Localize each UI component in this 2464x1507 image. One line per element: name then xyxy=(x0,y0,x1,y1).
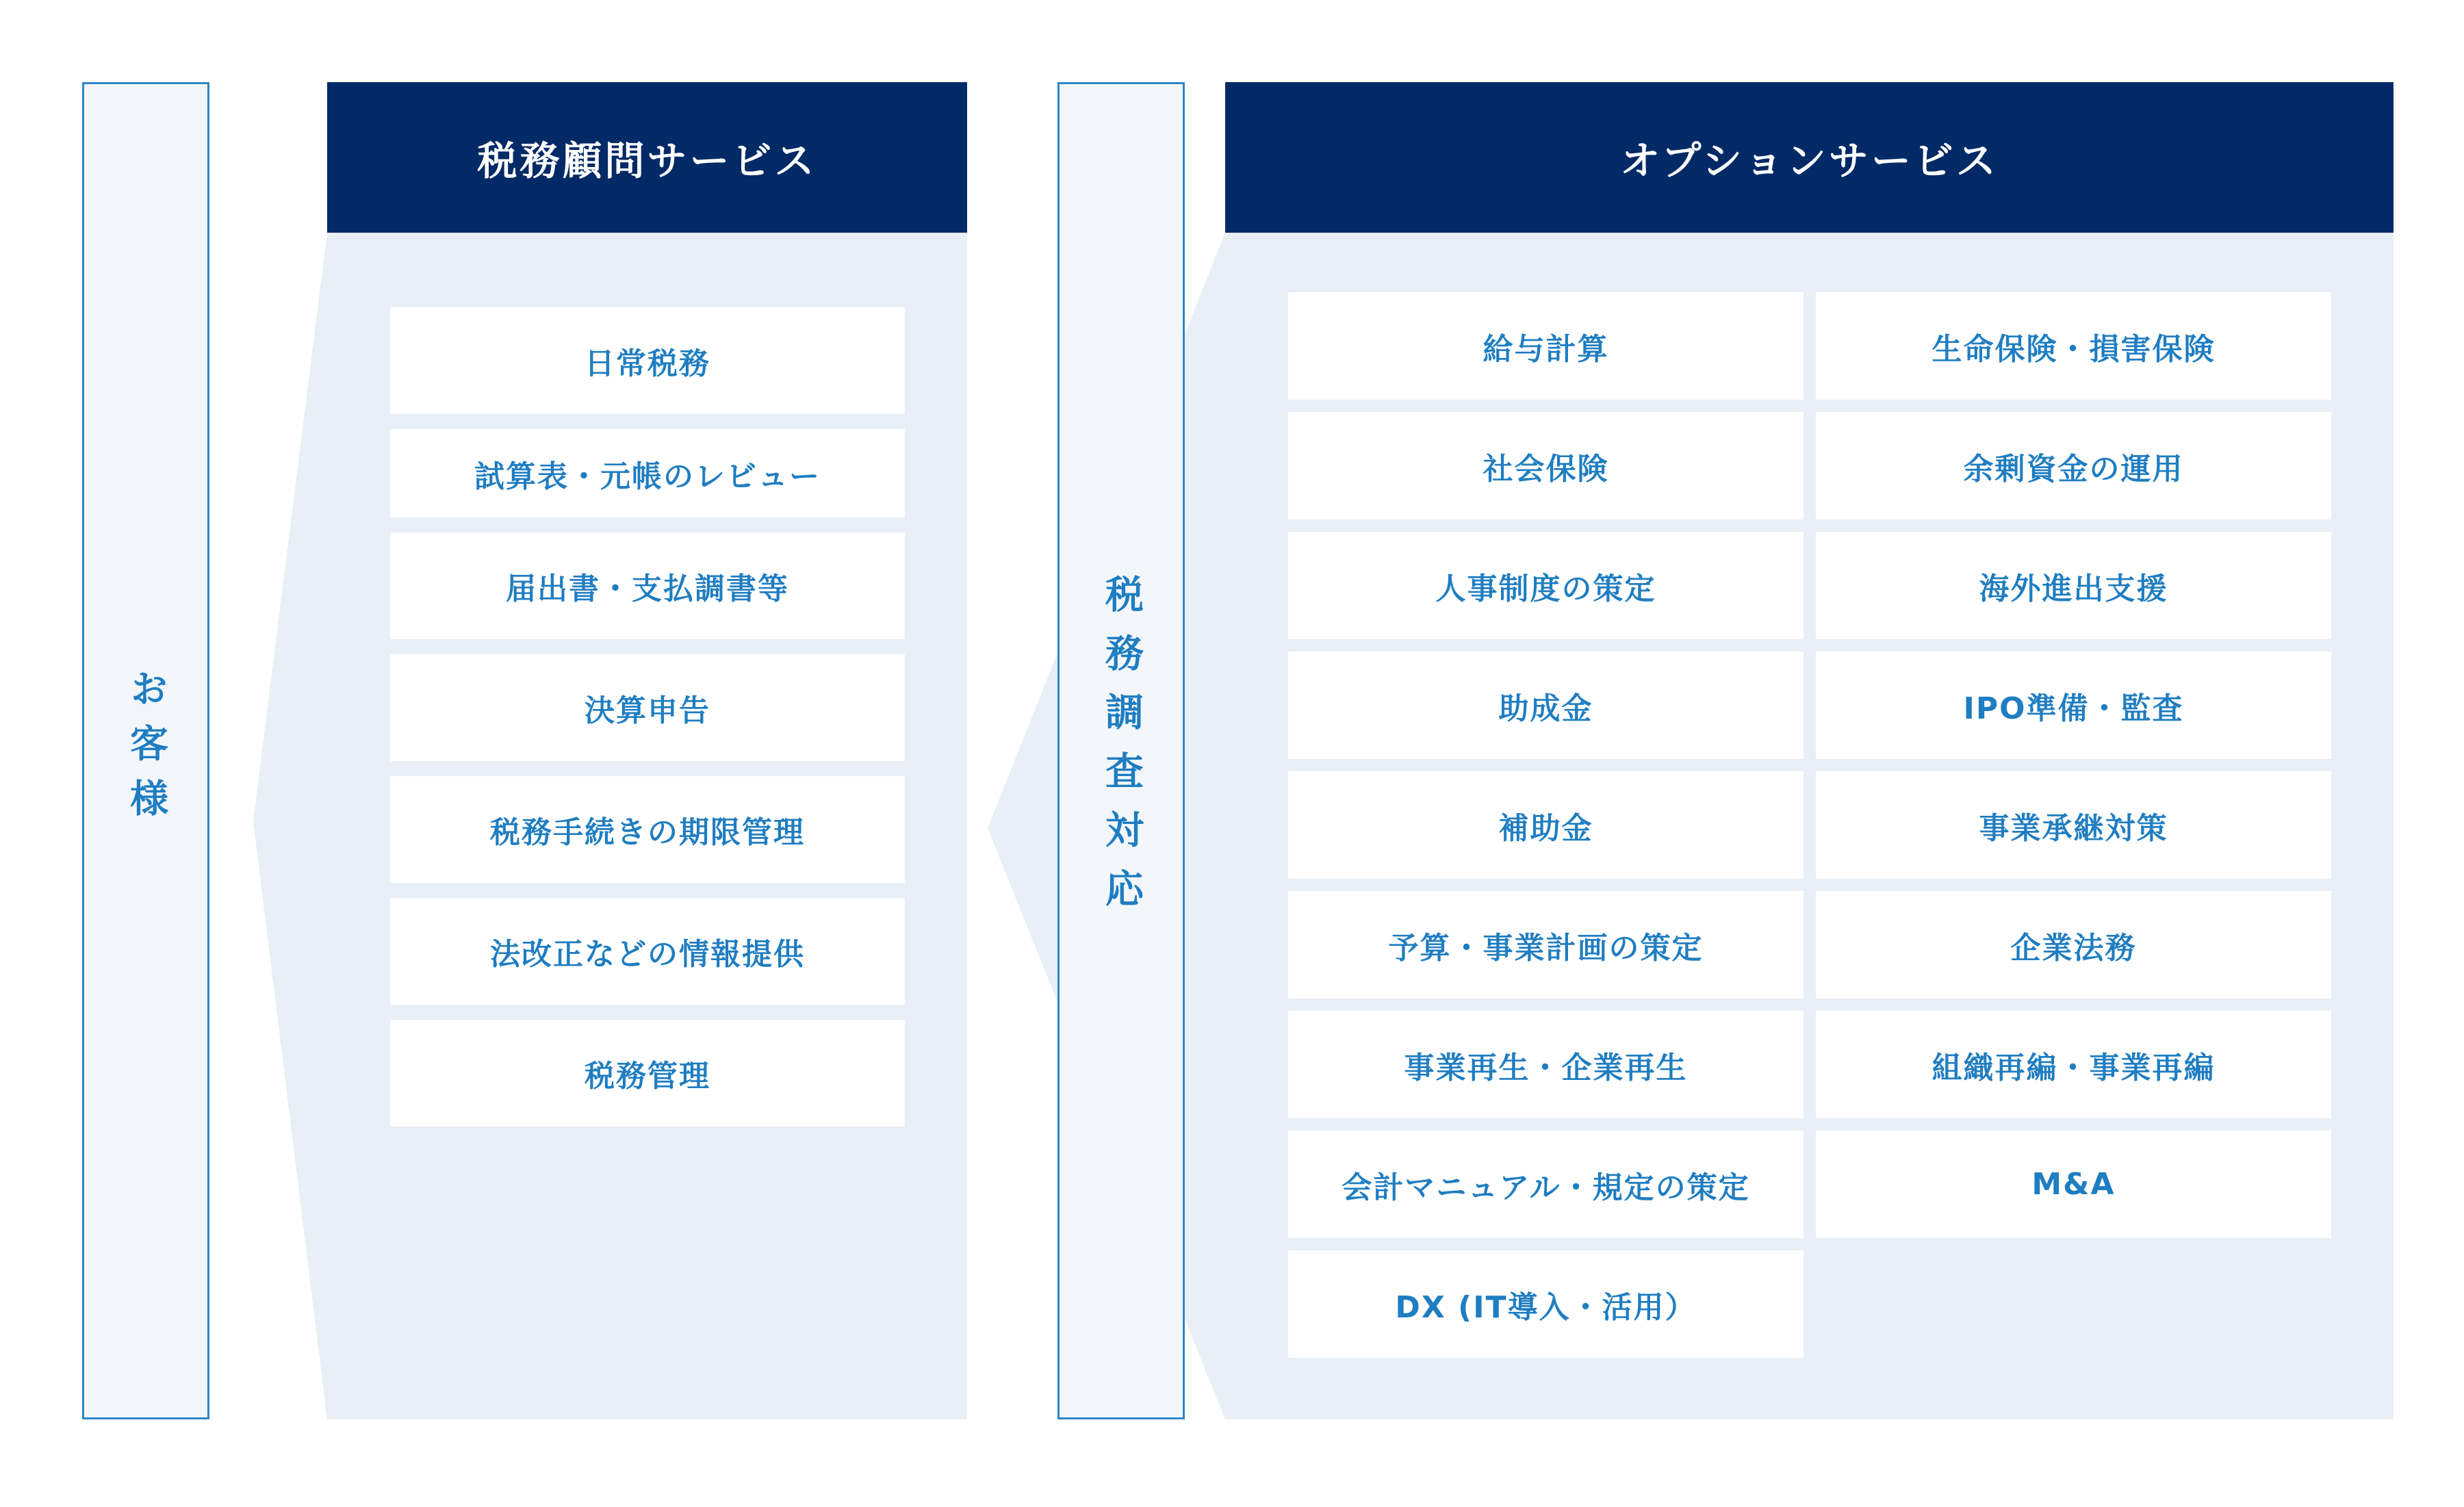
customer-label: お客様 xyxy=(124,669,168,833)
advisory-item: 日常税務 xyxy=(390,307,905,414)
advisory-item: 法改正などの情報提供 xyxy=(390,898,905,1005)
advisory-header xyxy=(327,82,967,233)
advisory-title: 税務顧問サービス xyxy=(477,138,817,184)
option-item: 生命保険・損害保険 xyxy=(1816,292,2331,400)
option-item: DX (IT導入・活用） xyxy=(1288,1250,1804,1358)
option-item: 社会保険 xyxy=(1288,412,1804,519)
options-title: オプションサービス xyxy=(1620,138,1999,184)
option-item: 組織再編・事業再編 xyxy=(1816,1011,2331,1118)
advisory-item: 税務手続きの期限管理 xyxy=(390,776,905,883)
advisory-item: 税務管理 xyxy=(390,1020,905,1126)
option-item: 事業再生・企業再生 xyxy=(1288,1011,1804,1118)
option-item: M&A xyxy=(1816,1131,2331,1238)
advisory-item: 届出書・支払調書等 xyxy=(390,532,905,639)
option-item: 補助金 xyxy=(1288,771,1804,879)
option-item: 人事制度の策定 xyxy=(1288,532,1804,639)
tax-audit-label: 税務調査対応 xyxy=(1099,574,1144,927)
option-item: 海外進出支援 xyxy=(1816,532,2331,639)
option-item: 予算・事業計画の策定 xyxy=(1288,891,1804,999)
options-header xyxy=(1225,82,2394,233)
customer-box xyxy=(82,82,209,1419)
option-item: 給与計算 xyxy=(1288,292,1804,400)
option-item: 助成金 xyxy=(1288,652,1804,759)
option-item: 余剰資金の運用 xyxy=(1816,412,2331,519)
advisory-item: 決算申告 xyxy=(390,654,905,761)
option-item: 会計マニュアル・規定の策定 xyxy=(1288,1131,1804,1238)
advisory-item: 試算表・元帳のレビュー xyxy=(390,429,905,517)
option-item: 事業承継対策 xyxy=(1816,771,2331,879)
option-item: 企業法務 xyxy=(1816,891,2331,999)
tax-audit-box xyxy=(1057,82,1185,1419)
option-item: IPO準備・監査 xyxy=(1816,652,2331,759)
